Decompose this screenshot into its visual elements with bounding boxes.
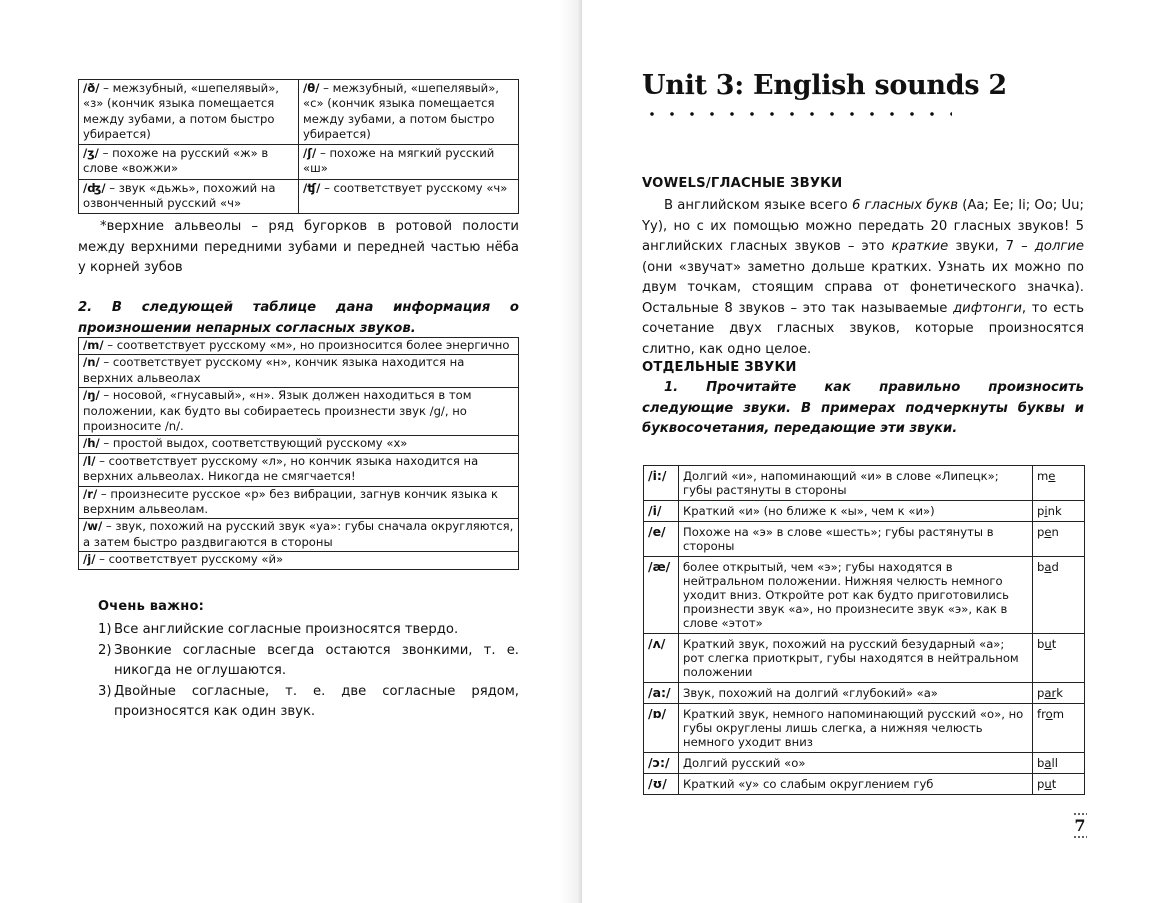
phonetic-symbol: /n/	[83, 355, 100, 370]
footnote	[78, 217, 519, 279]
table-row	[79, 355, 519, 388]
list-item	[98, 682, 519, 723]
example-word	[1033, 774, 1085, 795]
page-number: 7	[1074, 816, 1086, 835]
title-dots-divider	[642, 110, 952, 118]
sound-description: – межзубный, «шепелявый», «с» (кончик языка помещается между зубами, а потом быстро убирается)	[303, 81, 499, 141]
task-2-heading: 2. В следующей таблице дана информация о произношении непарных согласных звуков.	[78, 300, 519, 336]
sound-description: – произнесите русское «р» без вибрации, загнув кончик языка к верхним альвеолам.	[83, 486, 498, 517]
table-row	[644, 466, 1085, 501]
example-part: nk	[1047, 504, 1062, 518]
table-row	[644, 683, 1085, 704]
example-part: m	[1037, 469, 1049, 483]
page-number-dots	[1073, 835, 1087, 839]
table-row	[79, 486, 519, 519]
paragraph-emphasis: 6 гласных букв	[851, 198, 958, 213]
example-part: fr	[1037, 707, 1046, 721]
sound-description: более открытый, чем «э»; губы находятся в нейтральном положении. Нижняя челюсть немного уходит вниз. Откройте рот как будто приготовились произнести звук «а», но произнесите звук «э», как в слове «этот»	[679, 557, 1033, 634]
example-part: p	[1037, 525, 1045, 539]
sound-description: Долгий «и», напоминающий «и» в слове «Липецк»; губы растянуты в стороны	[679, 466, 1033, 501]
table-row	[79, 338, 519, 355]
table-cell	[79, 145, 299, 180]
table-row	[644, 704, 1085, 753]
consonant-pairs-table	[78, 79, 519, 214]
example-part: p	[1037, 504, 1045, 518]
example-part: ll	[1051, 756, 1058, 770]
table-cell	[299, 80, 519, 145]
sound-description: – носовой, «гнусавый», «н». Язык должен находиться в том положении, как будто вы собираетесь произнести звук /g/, но произносите /n/.	[83, 388, 472, 434]
paragraph-emphasis: краткие	[891, 239, 949, 254]
vowels-table	[643, 465, 1085, 795]
sound-description: Краткий звук, похожий на русский безударный «а»; рот слегка приоткрыт, губы находятся в нейтральном положении	[679, 634, 1033, 683]
table-cell	[79, 338, 519, 355]
example-part: n	[1051, 525, 1059, 539]
phonetic-symbol: /ɔ:/	[644, 753, 679, 774]
sound-description: – звук «дьжь», похожий на озвонченный русский «ч»	[83, 180, 276, 211]
table-cell	[79, 80, 299, 145]
example-part: t	[1051, 637, 1057, 651]
example-underlined: a	[1044, 560, 1052, 574]
example-word	[1033, 522, 1085, 557]
table-row	[79, 519, 519, 552]
list-number: 3)	[98, 683, 112, 699]
table-cell	[79, 179, 299, 214]
vowels-heading: VOWELS/ГЛАСНЫЕ ЗВУКИ	[642, 176, 843, 191]
important-title: Очень важно:	[98, 599, 204, 614]
table-row	[79, 179, 519, 214]
table-cell	[79, 552, 519, 569]
table-cell	[79, 436, 519, 453]
example-part: b	[1037, 560, 1045, 574]
example-part: p	[1037, 777, 1045, 791]
sound-description: Долгий русский «о»	[679, 753, 1033, 774]
sound-description: Краткий звук, немного напоминающий русский «о», но губы округлены лишь слегка, а нижняя челюсть немного уходит вниз	[679, 704, 1033, 753]
table-cell	[299, 145, 519, 180]
page-number-block	[1073, 812, 1087, 839]
example-underlined: u	[1044, 637, 1052, 651]
task-1-heading	[642, 378, 1084, 440]
table-row	[644, 753, 1085, 774]
table-row	[79, 388, 519, 436]
footnote-text: *верхние альвеолы – ряд бугорков в ротовой полости между верхними передними зубами и передней частью нёба у корней зубов	[78, 219, 519, 275]
phonetic-symbol: /l/	[83, 453, 96, 468]
sound-description: – соответствует русскому «ч»	[320, 180, 508, 195]
example-word	[1033, 683, 1085, 704]
example-word	[1033, 704, 1085, 753]
phonetic-symbol: /r/	[83, 486, 98, 501]
table-cell	[299, 179, 519, 214]
example-part: b	[1037, 637, 1045, 651]
table-row	[79, 145, 519, 180]
paragraph-text: звуки, 7 –	[948, 239, 1035, 254]
sound-description: – соответствует русскому «н», кончик языка находится на верхних альвеолах	[83, 355, 465, 385]
phonetic-symbol: /ʤ/	[83, 180, 106, 195]
phonetic-symbol: /m/	[83, 338, 104, 352]
example-underlined: e	[1048, 469, 1056, 483]
left-page	[0, 0, 580, 903]
example-word	[1033, 634, 1085, 683]
table-cell	[79, 355, 519, 388]
separate-sounds-heading: ОТДЕЛЬНЫЕ ЗВУКИ	[642, 360, 797, 375]
example-part: k	[1056, 686, 1063, 700]
paragraph-emphasis: дифтонги	[953, 300, 1022, 316]
example-underlined: a	[1044, 756, 1052, 770]
sound-description: – звук, похожий на русский звук «уа»: губы сначала округляются, а затем быстро раздвигаются в стороны	[83, 519, 514, 549]
example-part: p	[1037, 686, 1045, 700]
example-part: b	[1037, 756, 1045, 770]
table-row	[79, 80, 519, 145]
phonetic-symbol: /ʌ/	[644, 634, 679, 683]
sound-description: – соответствует русскому «й»	[95, 552, 284, 567]
example-part: m	[1052, 707, 1064, 721]
vowels-paragraph	[642, 196, 1084, 360]
list-number: 2)	[98, 642, 112, 658]
phonetic-symbol: /ð/	[83, 81, 100, 95]
phonetic-symbol: /i:/	[644, 466, 679, 501]
example-word	[1033, 466, 1085, 501]
example-underlined: ar	[1044, 686, 1057, 700]
unit-title: Unit 3: English sounds 2	[642, 70, 1007, 101]
sound-description: Звук, похожий на долгий «глубокий» «а»	[679, 683, 1033, 704]
example-underlined: e	[1044, 525, 1052, 539]
table-row	[644, 634, 1085, 683]
sound-description: – соответствует русскому «л», но кончик языка находится на верхних альвеолах. Никогда не смягчается!	[83, 453, 479, 484]
phonetic-symbol: /θ/	[303, 81, 320, 95]
sound-description: – простой выдох, соответствующий русскому «х»	[99, 436, 408, 451]
table-row	[79, 552, 519, 569]
sound-description: – похоже на русский «ж» в слове «вожжи»	[83, 146, 269, 176]
paragraph-text: (они «звучат» заметно дольше кратких. Узнать их можно по двум точкам, стоящим справа от фонетического значка). Остальные 8 звуков – это так называемые	[642, 259, 1084, 316]
table-cell	[79, 388, 519, 436]
table-row	[79, 436, 519, 453]
list-text: Звонкие согласные всегда остаются звонкими, т. е. никогда не оглушаются.	[114, 642, 519, 678]
sound-description: – межзубный, «шепелявый», «з» (кончик языка помещается между зубами, а потом быстро убирается)	[83, 81, 279, 141]
phonetic-symbol: /ŋ/	[83, 388, 100, 403]
phonetic-symbol: /æ/	[644, 557, 679, 634]
list-number: 1)	[98, 622, 112, 637]
table-row	[644, 501, 1085, 522]
table-row	[644, 774, 1085, 795]
sound-description: – соответствует русскому «м», но произносится более энергично	[103, 338, 510, 352]
phonetic-symbol: /ʃ/	[303, 146, 317, 161]
sound-description: Похоже на «э» в слове «шесть»; губы растянуты в стороны	[679, 522, 1033, 557]
sound-description: Краткий «и» (но ближе к «ы», чем к «и»)	[679, 501, 1033, 522]
list-item	[98, 641, 519, 682]
phonetic-symbol: /h/	[83, 436, 100, 451]
phonetic-symbol: /i/	[644, 501, 679, 522]
example-word	[1033, 501, 1085, 522]
paragraph-text: , то есть сочетание двух гласных звуков, которые произносятся слитно, как одно целое.	[642, 300, 1084, 357]
paragraph-text: В английском языке всего	[664, 198, 852, 213]
table-row	[79, 453, 519, 486]
phonetic-symbol: /ʧ/	[303, 180, 321, 195]
phonetic-symbol: /ʊ/	[644, 774, 679, 795]
table-row	[644, 522, 1085, 557]
example-part: t	[1051, 777, 1057, 791]
paragraph-text: (Aa; Ee; Ii; Oo; Uu; Yy), но с их помощью можно передать 20 гласных звуков! 5 английских гласных звуков – это	[642, 198, 1084, 254]
example-word	[1033, 753, 1085, 774]
phonetic-symbol: /w/	[83, 519, 103, 534]
table-cell	[79, 453, 519, 486]
important-list	[98, 620, 519, 723]
phonetic-symbol: /j/	[83, 552, 96, 567]
task-1-text: 1. Прочитайте как правильно произносить следующие звуки. В примерах подчеркнуты буквы и буквосочетания, передающие эти звуки.	[642, 380, 1084, 436]
phonetic-symbol: /ɒ/	[644, 704, 679, 753]
phonetic-symbol: /a:/	[644, 683, 679, 704]
list-text: Двойные согласные, т. е. две согласные рядом, произносятся как один звук.	[114, 683, 519, 719]
phonetic-symbol: /ʒ/	[83, 146, 99, 161]
example-underlined: i	[1044, 504, 1048, 518]
table-row	[644, 557, 1085, 634]
list-item	[98, 620, 519, 641]
example-underlined: o	[1045, 707, 1053, 721]
sound-description: – похоже на мягкий русский «ш»	[303, 146, 495, 176]
table-cell	[79, 486, 519, 519]
paragraph-emphasis: долгие	[1034, 239, 1084, 254]
table-cell	[79, 519, 519, 552]
list-text: Все английские согласные произносятся твердо.	[114, 622, 459, 637]
sound-description: Краткий «у» со слабым округлением губ	[679, 774, 1033, 795]
example-part: d	[1051, 560, 1059, 574]
phonetic-symbol: /e/	[644, 522, 679, 557]
example-underlined: u	[1044, 777, 1052, 791]
unpaired-consonants-table	[78, 337, 519, 570]
example-word	[1033, 557, 1085, 634]
